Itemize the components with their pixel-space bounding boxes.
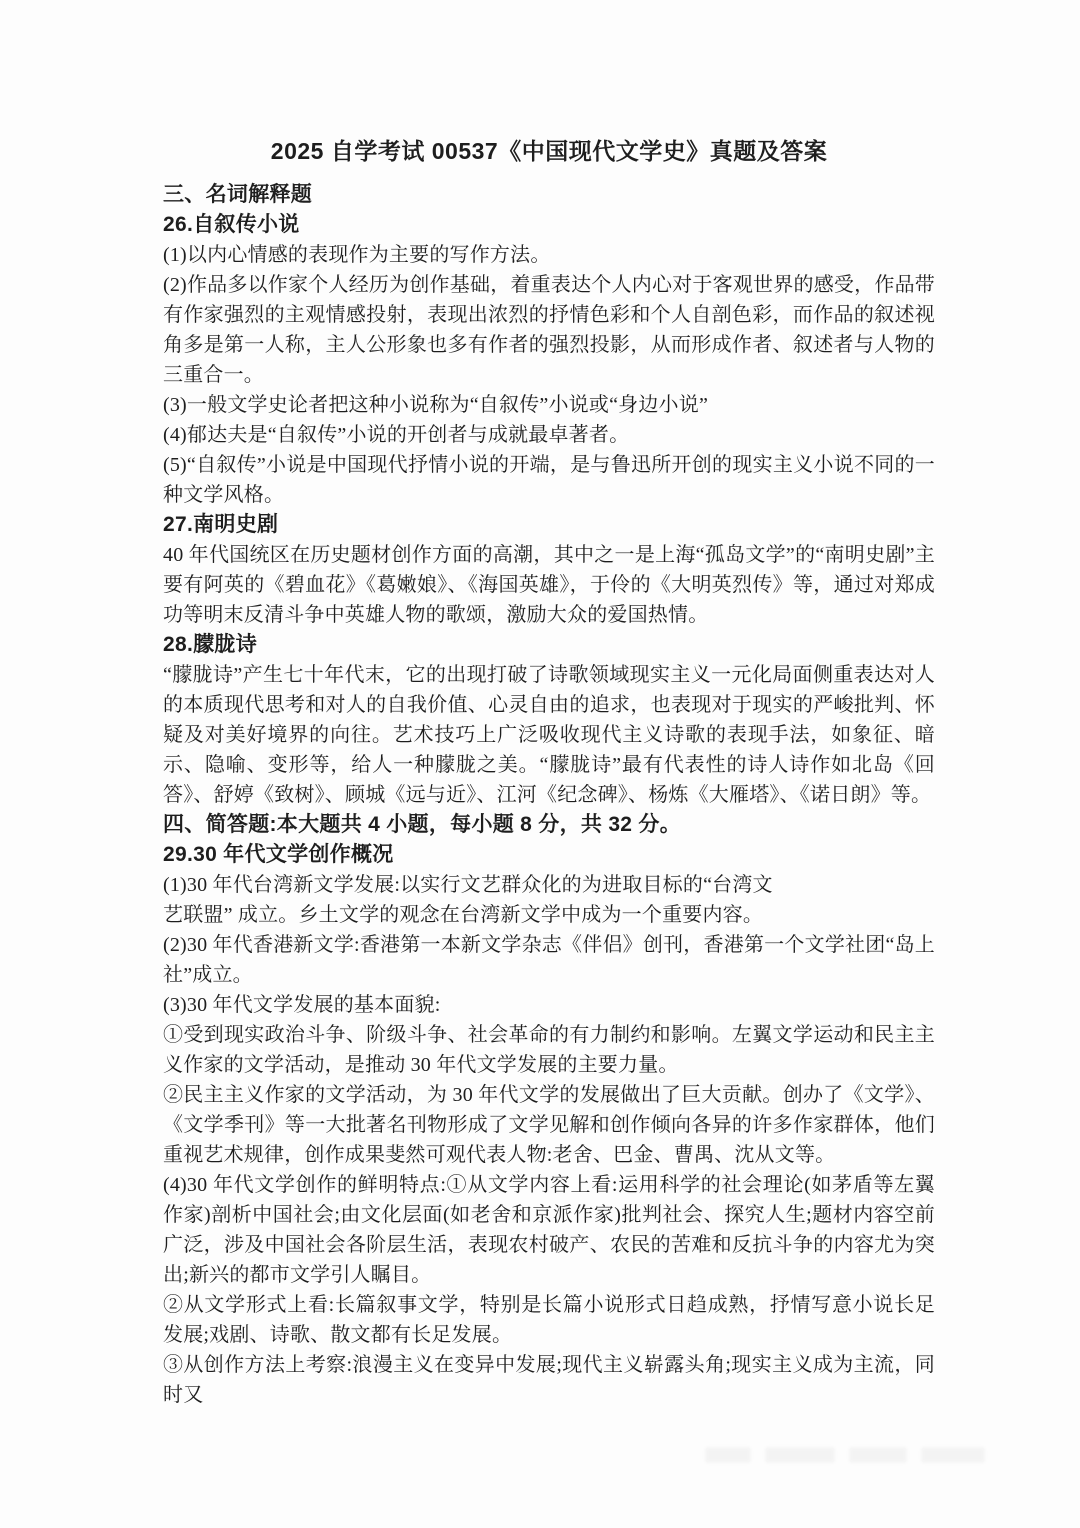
q29-paragraph-5: ①受到现实政治斗争、阶级斗争、社会革命的有力制约和影响。左翼文学运动和民主主义作家的文学活动，是推动 30 年代文学发展的主要力量。 [163,1024,935,1076]
q26-point-1: (1)以内心情感的表现作为主要的写作方法。 [163,244,551,266]
q26-heading: 26.自叙传小说 [163,213,300,236]
section-three-heading: 三、名词解释题 [163,183,313,206]
q29-paragraph-6: ②民主主义作家的文学活动，为 30 年代文学的发展做出了巨大贡献。创办了《文学》、《文学季刊》等一大批著名刊物形成了文学见解和创作倾向各异的许多作家群体，他们重视艺术规律，创作成果斐然可观代表人物:老舍、巴金、曹禺、沈从文等。 [163,1084,935,1166]
section-four-heading: 四、简答题:本大题共 4 小题，每小题 8 分，共 32 分。 [163,813,682,836]
q26-point-5: (5)“自叙传”小说是中国现代抒情小说的开端，是与鲁迅所开创的现实主义小说不同的一种文学风格。 [163,454,935,506]
section-term-definitions [163,180,935,810]
q28-body: “朦胧诗”产生七十年代末，它的出现打破了诗歌领域现实主义一元化局面侧重表达对人的本质现代思考和对人的自我价值、心灵自由的追求，也表现对于现实的严峻批判、怀疑及对美好境界的向往。艺术技巧上广泛吸收现代主义诗歌的表现手法，如象征、暗示、隐喻、变形等，给人一种朦胧之美。“朦胧诗”最有代表性的诗人诗作如北岛《回答》、舒婷《致树》、顾城《远与近》、江河《纪念碑》、杨炼《大雁塔》、《诺日朗》等。 [163,664,935,806]
q27-heading: 27.南明史剧 [163,513,279,536]
faint-watermark [705,1442,1035,1468]
q26-point-3: (3)一般文学史论者把这种小说称为“自叙传”小说或“身边小说” [163,394,709,416]
q27-body: 40 年代国统区在历史题材创作方面的高潮，其中之一是上海“孤岛文学”的“南明史剧”主要有阿英的《碧血花》《葛嫩娘》、《海国英雄》，于伶的《大明英烈传》等，通过对郑成功等明末反清斗争中英雄人物的歌颂，激励大众的爱国热情。 [163,544,935,626]
q26-point-2: (2)作品多以作家个人经历为创作基础，着重表达个人内心对于客观世界的感受，作品带有作家强烈的主观情感投射，表现出浓烈的抒情色彩和个人自剖色彩，而作品的叙述视角多是第一人称，主人公形象也多有作者的强烈投影，从而形成作者、叙述者与人物的三重合一。 [163,274,935,386]
q26-point-4: (4)郁达夫是“自叙传”小说的开创者与成就最卓著者。 [163,424,630,446]
q29-paragraph-7: (4)30 年代文学创作的鲜明特点:①从文学内容上看:运用科学的社会理论(如茅盾等左翼作家)剖析中国社会;由文化层面(如老舍和京派作家)批判社会、探究人生;题材内容空前广泛，涉及中国社会各阶层生活，表现农村破产、农民的苦难和反抗斗争的内容尤为突出;新兴的都市文学引人瞩目。 [163,1174,935,1286]
q29-heading: 29.30 年代文学创作概况 [163,843,394,866]
q29-paragraph-4: (3)30 年代文学发展的基本面貌: [163,994,441,1016]
page-title: 2025 自学考试 00537《中国现代文学史》真题及答案 [270,138,828,164]
q28-heading: 28.朦胧诗 [163,633,257,656]
section-short-answer [163,810,935,1410]
q29-paragraph-3: (2)30 年代香港新文学:香港第一本新文学杂志《伴侣》创刊，香港第一个文学社团“岛上社”成立。 [163,934,935,986]
q29-paragraph-2: 艺联盟” 成立。乡土文学的观念在台湾新文学中成为一个重要内容。 [163,904,764,926]
q29-paragraph-8: ②从文学形式上看:长篇叙事文学，特别是长篇小说形式日趋成熟，抒情写意小说长足发展;戏剧、诗歌、散文都有长足发展。 [163,1294,935,1346]
q29-paragraph-9: ③从创作方法上考察:浪漫主义在变异中发展;现代主义崭露头角;现实主义成为主流，同时又 [163,1354,935,1406]
q29-paragraph-1: (1)30 年代台湾新文学发展:以实行文艺群众化的为进取目标的“台湾文 [163,874,773,896]
